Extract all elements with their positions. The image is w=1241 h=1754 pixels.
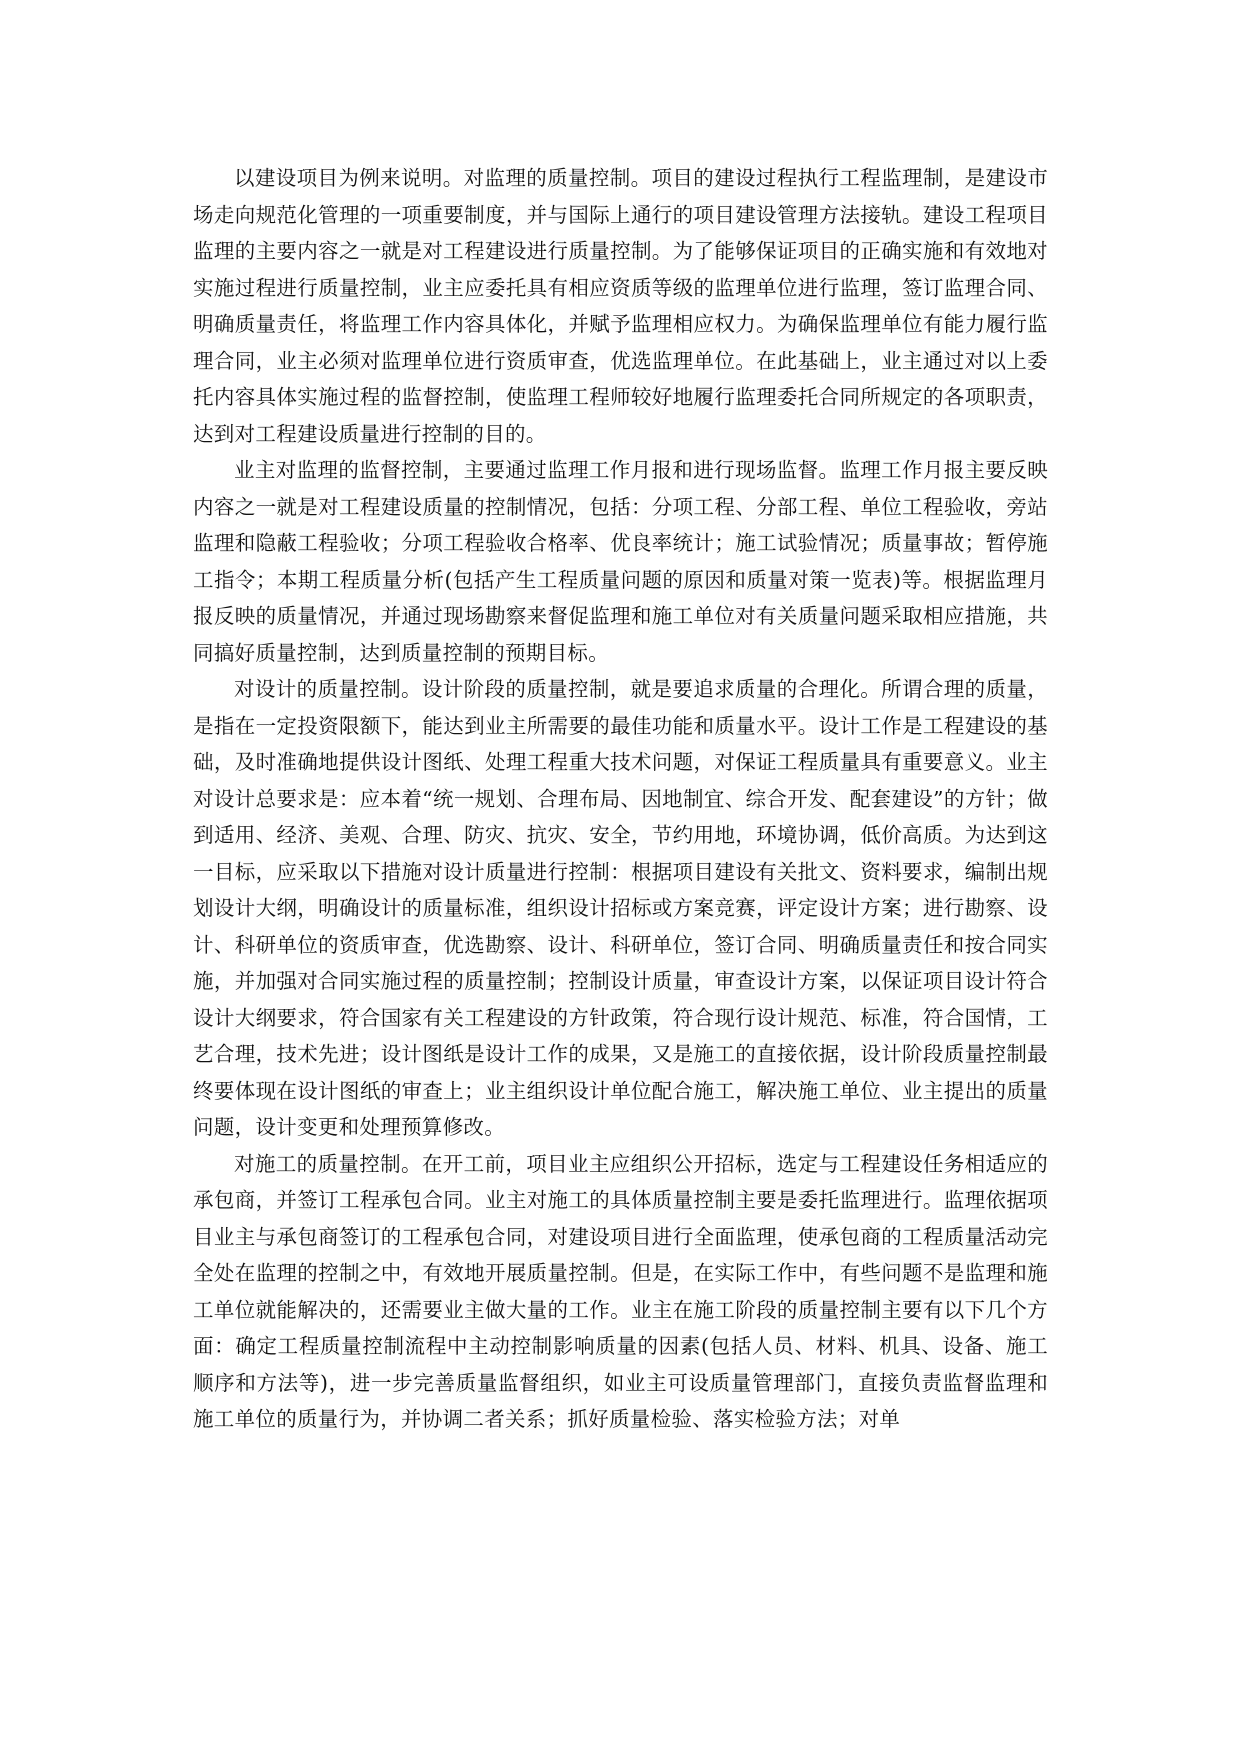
paragraph-supervision-quality-control: 以建设项目为例来说明。对监理的质量控制。项目的建设过程执行工程监理制，是建设市场走向规范化管理的一项重要制度，并与国际上通行的项目建设管理方法接轨。建设工程项目监理的主要内容之一就是对工程建设进行质量控制。为了能够保证项目的正确实施和有效地对实施过程进行质量控制，业主应委托具有相应资质等级的监理单位进行监理，签订监理合同、明确质量责任，将监理工作内容具体化，并赋予监理相应权力。为确保监理单位有能力履行监理合同，业主必须对监理单位进行资质审查，优选监理单位。在此基础上，业主通过对以上委托内容具体实施过程的监督控制，使监理工程师较好地履行监理委托合同所规定的各项职责，达到对工程建设质量进行控制的目的。 [193,166,1048,446]
document-body [193,160,1048,1438]
paragraph-construction-quality-control: 对施工的质量控制。在开工前，项目业主应组织公开招标，选定与工程建设任务相适应的承包商，并签订工程承包合同。业主对施工的具体质量控制主要是委托监理进行。监理依据项目业主与承包商签订的工程承包合同，对建设项目进行全面监理，使承包商的工程质量活动完全处在监理的控制之中，有效地开展质量控制。但是，在实际工作中，有些问题不是监理和施工单位就能解决的，还需要业主做大量的工作。业主在施工阶段的质量控制主要有以下几个方面：确定工程质量控制流程中主动控制影响质量的因素(包括人员、材料、机具、设备、施工顺序和方法等)，进一步完善质量监督组织，如业主可设质量管理部门，直接负责监督监理和施工单位的质量行为，并协调二者关系；抓好质量检验、落实检验方法；对单 [193,1151,1048,1431]
paragraph-design-quality-control: 对设计的质量控制。设计阶段的质量控制，就是要追求质量的合理化。所谓合理的质量，是指在一定投资限额下，能达到业主所需要的最佳功能和质量水平。设计工作是工程建设的基础，及时准确地提供设计图纸、处理工程重大技术问题，对保证工程质量具有重要意义。业主对设计总要求是：应本着“统一规划、合理布局、因地制宜、综合开发、配套建设”的方针；做到适用、经济、美观、合理、防灾、抗灾、安全，节约用地，环境协调，低价高质。为达到这一目标，应采取以下措施对设计质量进行控制：根据项目建设有关批文、资料要求，编制出规划设计大纲，明确设计的质量标准，组织设计招标或方案竞赛，评定设计方案；进行勘察、设计、科研单位的资质审查，优选勘察、设计、科研单位，签订合同、明确质量责任和按合同实施，并加强对合同实施过程的质量控制；控制设计质量，审查设计方案，以保证项目设计符合设计大纲要求，符合国家有关工程建设的方针政策，符合现行设计规范、标准，符合国情，工艺合理，技术先进；设计图纸是设计工作的成果，又是施工的直接依据，设计阶段质量控制最终要体现在设计图纸的审查上；业主组织设计单位配合施工，解决施工单位、业主提出的质量问题，设计变更和处理预算修改。 [193,677,1048,1139]
paragraph-owner-monitoring: 业主对监理的监督控制，主要通过监理工作月报和进行现场监督。监理工作月报主要反映内容之一就是对工程建设质量的控制情况，包括：分项工程、分部工程、单位工程验收，旁站监理和隐蔽工程验收；分项工程验收合格率、优良率统计；施工试验情况；质量事故；暂停施工指令；本期工程质量分析(包括产生工程质量问题的原因和质量对策一览表)等。根据监理月报反映的质量情况，并通过现场勘察来督促监理和施工单位对有关质量问题采取相应措施，共同搞好质量控制，达到质量控制的预期目标。 [193,458,1048,665]
